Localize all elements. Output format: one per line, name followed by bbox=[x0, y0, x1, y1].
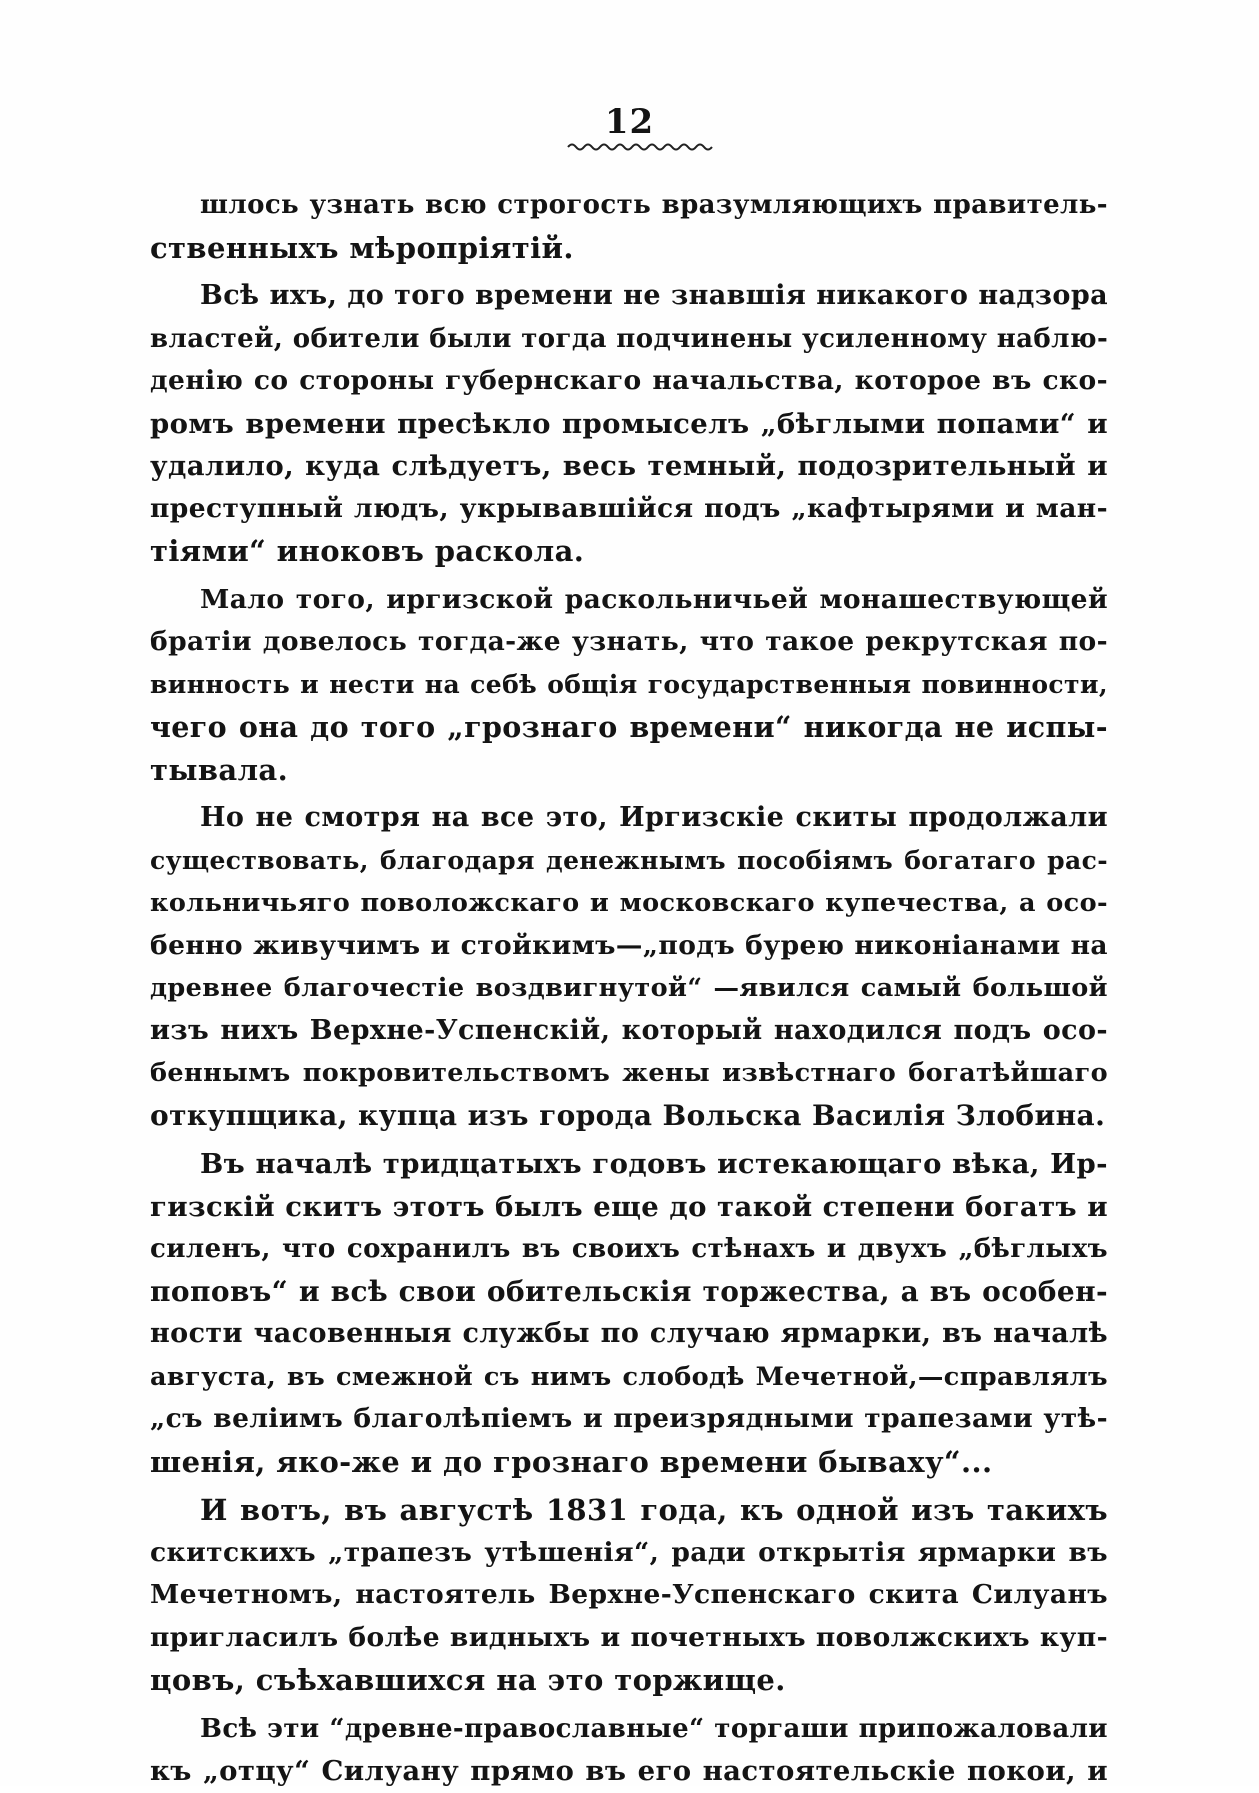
paragraph bbox=[150, 579, 1108, 792]
text-line: ственныхъ мѣропріятій. bbox=[150, 230, 574, 265]
page-number: 12 bbox=[604, 102, 655, 142]
text-line: шлось узнать всю строгость вразумляющихъ правитель- bbox=[200, 190, 1108, 220]
text-line: Всѣ эти “древне-православные“ торгаши припожаловали bbox=[200, 1713, 1108, 1744]
paragraph bbox=[150, 1489, 1108, 1702]
text-line: И вотъ, въ августѣ 1831 года, къ одной изъ такихъ bbox=[200, 1493, 1108, 1527]
text-line: къ „отцу“ Силуану прямо въ его настоятельскіе покои, и bbox=[150, 1755, 1108, 1787]
text-line: изъ нихъ Верхне-Успенскій, который находился подъ осо- bbox=[150, 1014, 1108, 1046]
text-line: шенія, яко-же и до грознаго времени бываху“... bbox=[150, 1444, 993, 1479]
text-line: бенно живучимъ и стойкимъ—„подъ бурею никоніанами на bbox=[150, 929, 1108, 961]
text-line: удалило, куда слѣдуетъ, весь темный, подозрительный и bbox=[150, 450, 1108, 482]
text-line: братіи довелось тогда-же узнать, что такое рекрутская по- bbox=[150, 626, 1108, 657]
paragraph bbox=[150, 797, 1108, 1137]
text-line: тіями“ иноковъ раскола. bbox=[150, 534, 585, 568]
text-line: денію со стороны губернскаго начальства, которое въ ско- bbox=[150, 365, 1108, 396]
text-line: поповъ“ и всѣ свои обительскія торжества, а въ особен- bbox=[150, 1274, 1108, 1308]
text-line: ромъ времени пресѣкло промыселъ „бѣглыми попами“ и bbox=[150, 407, 1108, 440]
paragraph bbox=[150, 275, 1108, 573]
paragraph bbox=[150, 1143, 1108, 1483]
text-line: „съ веліимъ благолѣпіемъ и преизрядными трапезами утѣ- bbox=[150, 1403, 1108, 1434]
text-line: существовать, благодаря денежнымъ пособіямъ богатаго рас- bbox=[150, 845, 1108, 875]
text-line: тывала. bbox=[150, 752, 289, 787]
text-line: ности часовенныя службы по случаю ярмарки, въ началѣ bbox=[150, 1318, 1108, 1349]
text-line: кольничьяго поволожскаго и московскаго купечества, а осо- bbox=[150, 888, 1108, 918]
text-line: Но не смотря на все это, Иргизскіе скиты продолжали bbox=[200, 802, 1108, 833]
text-line: беннымъ покровительствомъ жены извѣстнаго богатѣйшаго bbox=[150, 1058, 1108, 1088]
paragraph bbox=[150, 1708, 1108, 1793]
text-line: пригласилъ болѣе видныхъ и почетныхъ поволжскихъ куп- bbox=[150, 1621, 1108, 1653]
text-line: Мечетномъ, настоятель Верхне-Успенскаго скита Силуанъ bbox=[150, 1579, 1108, 1610]
text-line: древнее благочестіе воздвигнутой“ —явился самый большой bbox=[150, 973, 1108, 1003]
wavy-rule-ornament bbox=[566, 140, 716, 154]
text-line: гизскій скитъ этотъ былъ еще до такой степени богатъ и bbox=[150, 1190, 1108, 1223]
body-text bbox=[150, 184, 1108, 1793]
text-line: преступный людъ, укрывавшійся подъ „кафтырями и ман- bbox=[150, 492, 1108, 524]
text-line: откупщика, купца изъ города Вольска Василія Злобина. bbox=[150, 1098, 1106, 1132]
text-line: Въ началѣ тридцатыхъ годовъ истекающаго вѣка, Ир- bbox=[200, 1148, 1108, 1180]
text-line: скитскихъ „трапезъ утѣшенія“, ради открытія ярмарки въ bbox=[150, 1536, 1108, 1568]
text-line: чего она до того „грознаго времени“ никогда не испы- bbox=[150, 710, 1108, 744]
text-line: Мало того, иргизской раскольничьей монашествующей bbox=[200, 583, 1108, 615]
paragraph bbox=[150, 184, 1108, 269]
text-line: цовъ, съѣхавшихся на это торжище. bbox=[150, 1663, 786, 1697]
text-line: силенъ, что сохранилъ въ своихъ стѣнахъ и двухъ „бѣглыхъ bbox=[150, 1234, 1108, 1264]
text-line: винность и нести на себѣ общія государственныя повинности, bbox=[150, 669, 1108, 699]
text-line: августа, въ смежной съ нимъ слободѣ Мечетной,—справлялъ bbox=[150, 1361, 1108, 1392]
text-line: властей, обители были тогда подчинены усиленному наблю- bbox=[150, 323, 1108, 354]
text-line: Всѣ ихъ, до того времени не знавшія никакого надзора bbox=[200, 280, 1108, 311]
